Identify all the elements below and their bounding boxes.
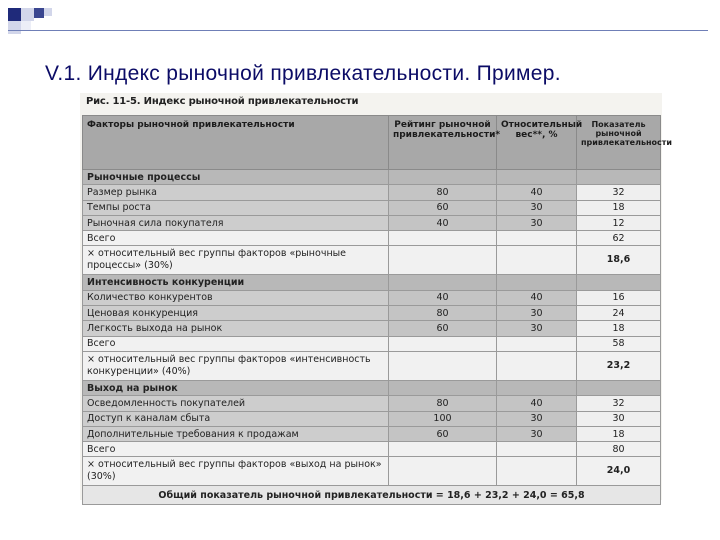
weighted-row [83, 457, 661, 486]
total-row [83, 336, 661, 351]
factor-label: Легкость выхода на рынок [83, 321, 389, 336]
weight-cell: 40 [497, 396, 577, 411]
total-row [83, 442, 661, 457]
weight-cell: 30 [497, 321, 577, 336]
rating-cell: 80 [389, 185, 497, 200]
factor-label: Количество конкурентов [83, 290, 389, 305]
indicator-cell: 18 [577, 200, 661, 215]
table-row [83, 290, 661, 305]
rating-cell: 80 [389, 306, 497, 321]
indicator-cell: 30 [577, 411, 661, 426]
table-row [83, 321, 661, 336]
total-label: Всего [83, 231, 389, 246]
decor-square-light [21, 8, 34, 21]
table-row [83, 215, 661, 230]
group-name: Выход на рынок [83, 380, 389, 395]
weight-cell: 30 [497, 411, 577, 426]
rating-cell: 60 [389, 426, 497, 441]
table-row [83, 306, 661, 321]
table-row [83, 200, 661, 215]
header-indicator: Показатель рыночной привлекательности [577, 116, 661, 170]
table-row [83, 426, 661, 441]
indicator-cell: 32 [577, 396, 661, 411]
group-name: Интенсивность конкуренции [83, 275, 389, 290]
weighted-label: × относительный вес группы факторов «выход на рынок» (30%) [83, 457, 389, 486]
factor-label: Темпы роста [83, 200, 389, 215]
group-row [83, 275, 661, 290]
weighted-row [83, 351, 661, 380]
table-row [83, 396, 661, 411]
weight-cell: 40 [497, 185, 577, 200]
rating-cell: 40 [389, 290, 497, 305]
weighted-value: 23,2 [577, 351, 661, 380]
header-rule [8, 30, 708, 31]
group-row [83, 380, 661, 395]
total-label: Всего [83, 442, 389, 457]
total-row [83, 231, 661, 246]
total-value: 58 [577, 336, 661, 351]
factor-label: Дополнительные требования к продажам [83, 426, 389, 441]
indicator-cell: 24 [577, 306, 661, 321]
weighted-label: × относительный вес группы факторов «рыночные процессы» (30%) [83, 246, 389, 275]
weight-cell: 30 [497, 200, 577, 215]
group-name: Рыночные процессы [83, 170, 389, 185]
weighted-row [83, 246, 661, 275]
weighted-value: 18,6 [577, 246, 661, 275]
decor-square-dark [8, 8, 21, 21]
rating-cell: 60 [389, 321, 497, 336]
rating-cell: 40 [389, 215, 497, 230]
rating-cell: 80 [389, 396, 497, 411]
table-row [83, 185, 661, 200]
attractiveness-table [82, 115, 673, 505]
indicator-cell: 32 [577, 185, 661, 200]
decor-square-light [8, 21, 21, 34]
weight-cell: 30 [497, 215, 577, 230]
weighted-label: × относительный вес группы факторов «интенсивность конкуренции» (40%) [83, 351, 389, 380]
table-header-row [83, 116, 661, 170]
group-row [83, 170, 661, 185]
decor-square-dark [34, 8, 44, 18]
weighted-value: 24,0 [577, 457, 661, 486]
total-value: 62 [577, 231, 661, 246]
indicator-cell: 16 [577, 290, 661, 305]
header-factors: Факторы рыночной привлекательности [83, 116, 389, 170]
weight-cell: 30 [497, 306, 577, 321]
factor-label: Размер рынка [83, 185, 389, 200]
weight-cell: 30 [497, 426, 577, 441]
grand-total: Общий показатель рыночной привлекательности = 18,6 + 23,2 + 24,0 = 65,8 [83, 486, 661, 505]
weight-cell: 40 [497, 290, 577, 305]
total-label: Всего [83, 336, 389, 351]
grand-total-row [83, 486, 661, 505]
factor-label: Осведомленность покупателей [83, 396, 389, 411]
factor-label: Ценовая конкуренция [83, 306, 389, 321]
rating-cell: 100 [389, 411, 497, 426]
header-rating: Рейтинг рыночной привлекательности* [389, 116, 497, 170]
decor-square-light [44, 8, 52, 16]
factor-label: Доступ к каналам сбыта [83, 411, 389, 426]
table-row [83, 411, 661, 426]
indicator-cell: 18 [577, 321, 661, 336]
indicator-cell: 12 [577, 215, 661, 230]
rating-cell: 60 [389, 200, 497, 215]
factor-label: Рыночная сила покупателя [83, 215, 389, 230]
figure-caption: Рис. 11-5. Индекс рыночной привлекательности [86, 96, 359, 107]
slide-title: V.1. Индекс рыночной привлекательности. Пример. [45, 62, 561, 85]
indicator-cell: 18 [577, 426, 661, 441]
total-value: 80 [577, 442, 661, 457]
header-weight: Относительный вес**, % [497, 116, 577, 170]
